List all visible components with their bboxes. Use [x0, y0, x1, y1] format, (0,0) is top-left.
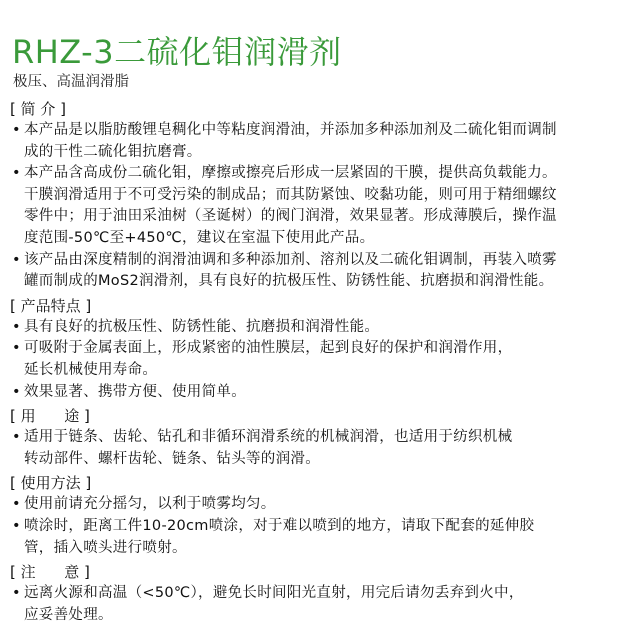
- text-line: 成的干性二硫化钼抗磨膏。: [24, 143, 202, 160]
- list-item: [10, 516, 632, 559]
- list-item: [10, 494, 632, 516]
- section-features: [10, 295, 632, 403]
- bullet-icon: •: [12, 165, 21, 182]
- bullet-icon: •: [12, 122, 21, 138]
- bullet-icon: •: [12, 318, 21, 335]
- bullet-icon: •: [12, 585, 21, 602]
- text-line: 效果显著、携带方便、使用简单。: [24, 383, 246, 400]
- text-line: 可吸附于金属表面上，形成紧密的油性膜层，起到良好的保护和润滑作用，: [24, 340, 513, 357]
- list-item: [10, 427, 632, 470]
- product-subtitle: 极压、高温润滑脂: [13, 74, 129, 90]
- text-line: 本产品是以脂肪酸锂皂稠化中等粘度润滑油，并添加多种添加剂及二硫化钼而调制: [24, 122, 557, 138]
- bullet-icon: •: [12, 340, 21, 357]
- section-heading: [ 注 意 ]: [10, 563, 90, 582]
- text-line: 应妥善处理。: [24, 606, 113, 623]
- section-heading: [ 使用方法 ]: [10, 474, 92, 493]
- list-item: [10, 163, 632, 249]
- bullet-icon: •: [12, 517, 21, 534]
- text-line: 喷涂时，距离工件10-20cm喷涂，对于难以喷到的地方，请取下配套的延伸胶: [24, 517, 535, 534]
- text-line: 度范围-50℃至+450℃，建议在室温下使用此产品。: [24, 229, 375, 246]
- section-instructions: [10, 472, 632, 559]
- bullet-icon: •: [12, 429, 21, 446]
- text-line: 转动部件、螺杆齿轮、链条、钻头等的润滑。: [24, 450, 320, 467]
- text-line: 适用于链条、齿轮、钻孔和非循环润滑系统的机械润滑，也适用于纺织机械: [24, 429, 513, 446]
- section-heading: [ 用 途 ]: [10, 407, 90, 426]
- text-line: 本产品含高成份二硫化钼，摩擦或擦亮后形成一层紧固的干膜，提供高负载能力。: [24, 165, 557, 182]
- text-line: 具有良好的抗极压性、防锈性能、抗磨损和润滑性能。: [24, 318, 380, 335]
- text-line: 延长机械使用寿命。: [24, 361, 158, 378]
- section-heading: [ 简 介 ]: [10, 100, 67, 118]
- section-cautions: [10, 561, 632, 626]
- list-item: [10, 583, 632, 626]
- list-item: [10, 120, 632, 163]
- text-line: 干膜润滑适用于不可受污染的制成品；而其防紧蚀、咬黏功能，则可用于精细螺纹: [24, 186, 557, 203]
- list-item: [10, 317, 632, 339]
- list-item: [10, 338, 632, 381]
- text-line: 管，插入喷头进行喷射。: [24, 539, 187, 556]
- bullet-icon: •: [12, 383, 21, 400]
- text-line: 零件中；用于油田采油树（圣诞树）的阀门润滑，效果显著。形成薄膜后，操作温: [24, 208, 557, 225]
- product-title: RHZ-3二硫化钼润滑剂: [12, 33, 342, 71]
- list-item: [10, 250, 632, 293]
- text-line: 使用前请充分摇匀，以利于喷雾均匀。: [24, 496, 276, 513]
- section-usage: [10, 405, 632, 470]
- text-line: 远离火源和高温（<50℃），避免长时间阳光直射，用完后请勿丢弃到火中，: [24, 585, 524, 602]
- text-line: 该产品由深度精制的润滑油调和多种添加剂、溶剂以及二硫化钼调制，再装入喷雾: [24, 251, 557, 268]
- content-body: [10, 96, 632, 626]
- section-heading: [ 产品特点 ]: [10, 296, 92, 315]
- list-item: [10, 382, 632, 404]
- text-line: 罐而制成的MoS2润滑剂，具有良好的抗极压性、防锈性能、抗磨损和润滑性能。: [24, 273, 554, 290]
- bullet-icon: •: [12, 496, 21, 513]
- section-intro: [10, 98, 632, 293]
- bullet-icon: •: [12, 251, 21, 268]
